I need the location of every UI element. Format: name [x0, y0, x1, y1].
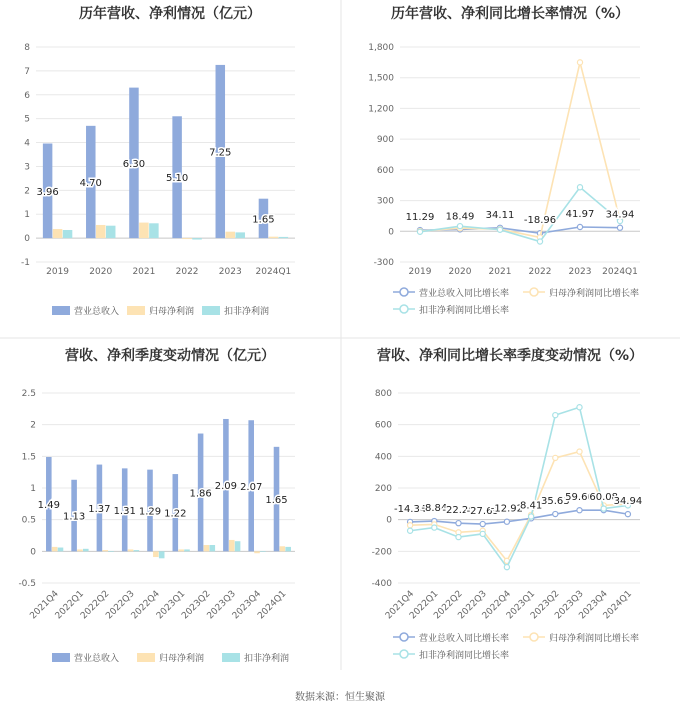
- annual-amount-data-label: 7.25: [209, 147, 232, 159]
- quarterly-growth-xtick-label: 2022Q1: [408, 589, 441, 622]
- quarterly-amount-xtick-label: 2024Q1: [256, 589, 289, 622]
- quarterly-growth-ytick-label: 200: [374, 484, 392, 494]
- quarterly-amount-data-label: 1.49: [37, 500, 60, 512]
- quarterly-amount-legend-swatch: [52, 653, 70, 662]
- annual-amount-xtick-label: 2023: [218, 267, 242, 277]
- annual-amount-data-label: 6.30: [122, 158, 146, 170]
- quarterly-growth-data-label: -22.20: [442, 505, 475, 517]
- quarterly-growth-xtick-label: 2023Q2: [529, 589, 562, 622]
- quarterly-growth-data-label: 59.66: [565, 492, 594, 504]
- annual-amount-bar-s2: [235, 232, 244, 238]
- annual-growth-xtick-label: 2022: [528, 267, 552, 277]
- quarterly-amount-legend-swatch: [137, 653, 155, 662]
- annual-growth-legend-label: 扣非净利润同比增长率: [419, 306, 510, 316]
- annual-growth-point-s2: [577, 185, 582, 190]
- quarterly-growth-point-s2: [577, 405, 582, 410]
- annual-growth-data-label: 34.11: [485, 209, 515, 221]
- annual-amount-xtick-label: 2020: [89, 267, 113, 277]
- annual-growth-xtick-label: 2019: [408, 267, 432, 277]
- annual-amount-data-label: 5.10: [165, 173, 189, 185]
- quarterly-amount-bar-s1: [229, 540, 235, 551]
- quarterly-growth-data-label: 35.63: [540, 496, 570, 508]
- annual-amount-legend-swatch: [127, 306, 145, 315]
- annual-growth-data-label: 41.97: [565, 208, 595, 220]
- quarterly-growth-point-s0: [456, 521, 461, 526]
- quarterly-growth-legend-label: 归母净利润同比增长率: [549, 634, 640, 644]
- quarterly-growth-point-s1: [408, 523, 413, 528]
- quarterly-growth-legend-label: 扣非净利润同比增长率: [419, 651, 510, 661]
- quarterly-growth-legend-marker: [400, 633, 408, 641]
- annual-amount-ytick-label: -1: [21, 258, 30, 268]
- annual-amount-bar-s2: [149, 223, 158, 238]
- annual-amount-bar-s2: [106, 226, 115, 238]
- quarterly-growth-point-s2: [529, 514, 534, 519]
- annual-growth-xtick-label: 2021: [488, 267, 512, 277]
- annual-growth-point-s2: [417, 229, 422, 234]
- annual-amount-legend-label: 扣非净利润: [224, 307, 270, 317]
- annual-growth-point-s2: [497, 227, 502, 232]
- quarterly-growth-point-s2: [480, 531, 485, 536]
- quarterly-growth-point-s2: [456, 534, 461, 539]
- annual-amount-bar-s2: [63, 230, 72, 238]
- annual-growth-ytick-label: 600: [376, 165, 394, 176]
- quarterly-amount-bar-s1: [77, 549, 83, 551]
- quarterly-growth-point-s2: [553, 413, 558, 418]
- quarterly-amount-ytick-label: 1.5: [21, 452, 36, 463]
- quarterly-growth-title: 营收、净利同比增长率季度变动情况（%）: [376, 348, 644, 364]
- quarterly-growth-xtick-label: 2022Q4: [480, 589, 514, 622]
- quarterly-growth-data-label: -12.92: [490, 503, 524, 515]
- quarterly-amount-data-label: 1.37: [88, 503, 111, 515]
- quarterly-amount-xtick-label: 2022Q1: [53, 589, 87, 622]
- quarterly-growth-point-s1: [577, 449, 582, 454]
- quarterly-growth-xtick-label: 2022Q2: [432, 589, 465, 622]
- annual-amount-legend-swatch: [202, 306, 220, 315]
- annual-amount-ytick-label: 4: [24, 138, 30, 149]
- quarterly-amount-bar-s2: [260, 551, 266, 552]
- quarterly-amount-data-label: 1.65: [265, 495, 288, 507]
- annual-growth-data-label: 11.29: [405, 212, 435, 224]
- quarterly-growth-point-s0: [553, 511, 558, 516]
- quarterly-growth-ytick-label: -200: [371, 547, 392, 558]
- annual-growth-ytick-label: -300: [373, 258, 394, 268]
- annual-growth-ytick-label: 1,500: [368, 73, 394, 84]
- panel-quarterly-amount: [18, 347, 295, 664]
- quarterly-amount-xtick-label: 2022Q4: [129, 589, 162, 622]
- annual-growth-title: 历年营收、净利同比增长率情况（%）: [390, 6, 630, 22]
- quarterly-growth-data-label: -14.34: [393, 503, 427, 515]
- data-source-note: 数据来源：恒生聚源: [295, 692, 385, 703]
- quarterly-amount-legend-label: 营业总收入: [74, 654, 120, 664]
- annual-growth-legend-marker: [400, 288, 408, 296]
- annual-growth-ytick-label: 900: [376, 135, 394, 146]
- quarterly-amount-xtick-label: 2023Q3: [205, 589, 238, 622]
- quarterly-amount-bar-s2: [134, 550, 140, 551]
- quarterly-growth-point-s0: [625, 512, 630, 517]
- quarterly-growth-ytick-label: 800: [374, 389, 392, 399]
- quarterly-growth-point-s0: [504, 519, 509, 524]
- quarterly-amount-xtick-label: 2023Q2: [180, 589, 213, 622]
- quarterly-growth-xtick-label: 2023Q4: [577, 589, 610, 622]
- annual-amount-xtick-label: 2019: [46, 267, 70, 277]
- quarterly-growth-ytick-label: 0: [386, 515, 392, 526]
- quarterly-amount-bar-s2: [108, 551, 114, 552]
- annual-amount-xtick-label: 2024Q1: [255, 267, 292, 277]
- quarterly-amount-xtick-label: 2021Q4: [28, 589, 61, 622]
- quarterly-growth-xtick-label: 2023Q1: [504, 589, 538, 622]
- quarterly-amount-data-label: 2.09: [214, 481, 238, 493]
- annual-amount-bar-s2: [192, 238, 201, 239]
- annual-growth-data-label: 34.94: [605, 209, 635, 221]
- annual-amount-bar-s2: [279, 237, 288, 238]
- quarterly-amount-bar-s2: [235, 541, 241, 551]
- quarterly-amount-title: 营收、净利季度变动情况（亿元）: [65, 348, 275, 364]
- quarterly-growth-data-label: -8.84: [421, 503, 448, 515]
- quarterly-growth-point-s0: [480, 521, 485, 526]
- annual-amount-bar-s1: [96, 225, 105, 238]
- annual-amount-ytick-label: 6: [24, 90, 30, 101]
- annual-amount-xtick-label: 2022: [175, 267, 199, 277]
- quarterly-growth-ytick-label: 600: [374, 420, 392, 431]
- quarterly-amount-xtick-label: 2023Q1: [154, 589, 188, 622]
- quarterly-amount-ytick-label: -0.5: [18, 579, 36, 589]
- quarterly-growth-xtick-label: 2024Q1: [601, 589, 635, 622]
- annual-growth-ytick-label: 1,200: [368, 104, 394, 115]
- annual-growth-legend-marker: [530, 288, 538, 296]
- quarterly-amount-legend-swatch: [222, 653, 240, 662]
- quarterly-amount-xtick-label: 2022Q2: [79, 589, 112, 622]
- annual-growth-ytick-label: 300: [376, 196, 394, 207]
- annual-growth-point-s2: [537, 239, 542, 244]
- panel-annual-growth: [368, 5, 640, 316]
- quarterly-amount-data-label: 2.07: [240, 481, 263, 493]
- quarterly-growth-legend-marker: [530, 633, 538, 641]
- quarterly-growth-point-s2: [601, 506, 606, 511]
- annual-growth-point-s0: [617, 225, 622, 230]
- quarterly-amount-bar-s1: [178, 549, 184, 551]
- quarterly-growth-legend-marker: [400, 650, 408, 658]
- quarterly-amount-bar-s1: [254, 551, 260, 553]
- annual-growth-legend-label: 营业总收入同比增长率: [419, 289, 510, 299]
- quarterly-growth-point-s2: [432, 525, 437, 530]
- quarterly-growth-legend-label: 营业总收入同比增长率: [419, 634, 510, 644]
- quarterly-growth-ytick-label: 400: [374, 452, 392, 463]
- annual-amount-bar-s1: [182, 238, 191, 239]
- quarterly-growth-point-s0: [577, 508, 582, 513]
- quarterly-growth-xtick-label: 2022Q3: [456, 589, 489, 622]
- annual-amount-ytick-label: 3: [24, 162, 30, 173]
- annual-amount-bar-s1: [226, 232, 235, 238]
- quarterly-amount-data-label: 1.13: [62, 511, 86, 523]
- quarterly-amount-data-label: 1.29: [138, 506, 162, 518]
- annual-amount-legend-label: 归母净利润: [149, 307, 195, 317]
- annual-amount-title: 历年营收、净利情况（亿元）: [79, 6, 261, 22]
- quarterly-amount-xtick-label: 2022Q3: [104, 589, 137, 622]
- annual-amount-ytick-label: 1: [24, 210, 30, 221]
- quarterly-amount-ytick-label: 0: [30, 547, 36, 558]
- quarterly-amount-legend-label: 扣非净利润: [244, 654, 290, 664]
- annual-growth-point-s2: [457, 224, 462, 229]
- quarterly-amount-legend-label: 归母净利润: [159, 654, 205, 664]
- quarterly-growth-xtick-label: 2023Q3: [553, 589, 586, 622]
- quarterly-amount-bar-s1: [280, 546, 286, 551]
- annual-amount-ytick-label: 0: [24, 234, 30, 245]
- annual-amount-data-label: 4.70: [79, 177, 102, 189]
- quarterly-amount-xtick-label: 2023Q4: [230, 589, 264, 622]
- quarterly-growth-data-label: 34.94: [613, 496, 643, 508]
- quarterly-amount-bar-s2: [184, 549, 190, 551]
- quarterly-amount-bar-s2: [58, 548, 64, 552]
- panel-annual-amount: [21, 5, 295, 317]
- quarterly-growth-point-s2: [504, 565, 509, 570]
- annual-amount-bar-s1: [53, 229, 62, 238]
- quarterly-growth-point-s1: [553, 455, 558, 460]
- annual-growth-ytick-label: 1,800: [368, 43, 394, 53]
- quarterly-amount-bar-s1: [102, 550, 108, 551]
- quarterly-growth-point-s2: [408, 528, 413, 533]
- annual-growth-legend-label: 归母净利润同比增长率: [549, 289, 640, 299]
- quarterly-amount-bar-s2: [210, 545, 216, 551]
- annual-growth-data-label: -18.96: [523, 215, 557, 227]
- annual-amount-xtick-label: 2021: [132, 267, 156, 277]
- quarterly-growth-data-label: -27.69: [466, 506, 499, 518]
- quarterly-amount-data-label: 1.86: [189, 488, 212, 500]
- annual-growth-point-s1: [577, 60, 582, 65]
- annual-growth-xtick-label: 2024Q1: [602, 267, 638, 277]
- quarterly-growth-data-label: 8.41: [519, 500, 543, 512]
- annual-amount-ytick-label: 7: [24, 66, 30, 77]
- quarterly-amount-data-label: 1.31: [113, 505, 136, 517]
- quarterly-amount-ytick-label: 1: [30, 484, 36, 494]
- quarterly-amount-bar-s1: [128, 549, 134, 551]
- quarterly-amount-ytick-label: 2: [30, 420, 36, 431]
- annual-growth-point-s0: [577, 224, 582, 229]
- annual-growth-ytick-label: 0: [388, 227, 394, 238]
- quarterly-amount-bar-s2: [83, 549, 89, 552]
- quarterly-growth-data-label: 60.08: [589, 492, 619, 504]
- annual-amount-ytick-label: 5: [24, 114, 30, 125]
- annual-growth-legend-marker: [400, 305, 408, 313]
- annual-amount-ytick-label: 2: [24, 186, 30, 197]
- annual-amount-bar-s1: [269, 237, 278, 238]
- annual-growth-xtick-label: 2020: [448, 267, 472, 277]
- annual-amount-ytick-label: 8: [24, 43, 30, 53]
- annual-amount-data-label: 3.96: [36, 186, 59, 198]
- quarterly-amount-ytick-label: 2.5: [21, 389, 36, 399]
- panel-quarterly-growth: [372, 347, 643, 661]
- quarterly-amount-data-label: 1.22: [164, 508, 187, 520]
- annual-growth-xtick-label: 2023: [568, 267, 592, 277]
- annual-amount-legend-label: 营业总收入: [74, 307, 120, 317]
- quarterly-amount-bar-s2: [285, 547, 291, 551]
- annual-growth-data-label: 18.49: [445, 211, 475, 223]
- quarterly-amount-bar-s1: [204, 545, 210, 551]
- annual-amount-legend-swatch: [52, 306, 70, 315]
- annual-amount-data-label: 1.65: [252, 214, 275, 226]
- quarterly-growth-xtick-label: 2021Q4: [383, 589, 417, 622]
- quarterly-amount-ytick-label: 0.5: [21, 515, 36, 526]
- quarterly-amount-bar-s1: [153, 551, 159, 557]
- annual-amount-bar-s1: [139, 223, 148, 239]
- quarterly-amount-bar-s1: [52, 547, 58, 551]
- quarterly-amount-bar-s2: [159, 551, 165, 558]
- quarterly-growth-ytick-label: -400: [371, 579, 392, 589]
